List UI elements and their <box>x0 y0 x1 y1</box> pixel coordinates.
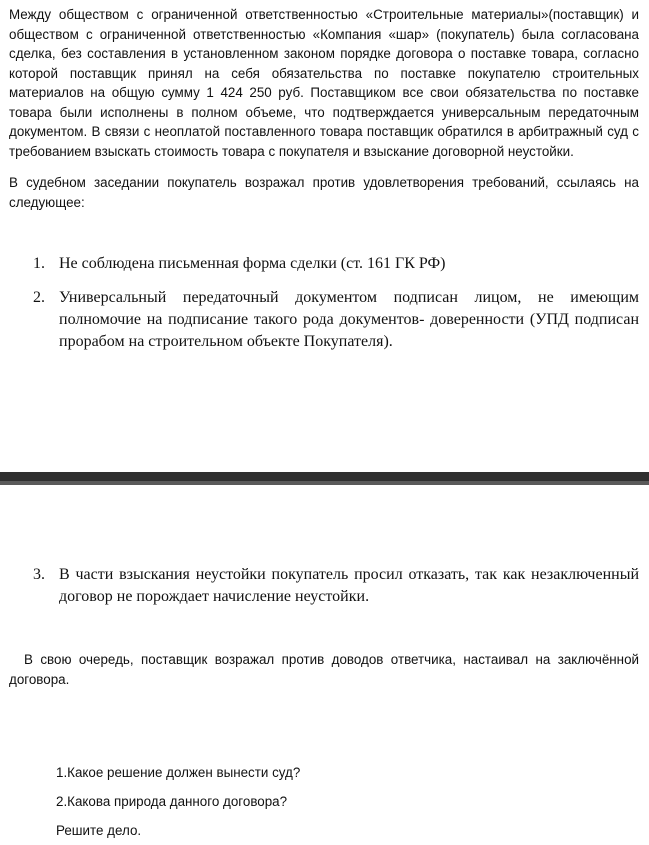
intro-paragraph: Между обществом с ограниченной ответственностью «Строительные материалы»(поставщик) и обществом с ограниченной ответственностью «Компания «шар» (покупатель) была согласована сделка, без составления в установленном законом порядке договора о поставке товара, согласно которой поставщик принял на себя обязательства по поставке покупателю строительных материалов на общую сумму 1 424 250 руб. Поставщиком все свои обязательства по поставке товара были исполнены в полном объеме, что подтверждается универсальным передаточным документом. В связи с неоплатой поставленного товара поставщик обратился в арбитражный суд с требованием взыскать стоимость товара с покупателя и взыскание договорной неустойки. <box>9 7 639 159</box>
question-1: 1.Какое решение должен вынести суд? <box>56 765 301 780</box>
list-text: В части взыскания неустойки покупатель просил отказать, так как незаключенный договор не порождает начисление неустойки. <box>59 566 639 605</box>
page-break-divider <box>0 472 649 485</box>
objection-item-1 <box>33 253 639 275</box>
objection-item-3 <box>33 564 639 608</box>
closing-instruction: Решите дело. <box>56 823 142 838</box>
list-text: Универсальный передаточный документом подписан лицом, не имеющим полномочие на подписание такого рода документов- доверенности (УПД подписан прорабом на строительном объекте Покупателя). <box>59 289 639 350</box>
question-2: 2.Какова природа данного договора? <box>56 794 288 809</box>
objection-item-2 <box>33 287 639 353</box>
objection-intro: В судебном заседании покупатель возражал против удовлетворения требований, ссылаясь на следующее: <box>9 175 639 210</box>
list-number: 1. <box>33 255 45 272</box>
list-text: Не соблюдена письменная форма сделки (ст. 161 ГК РФ) <box>59 255 446 272</box>
supplier-reply: В свою очередь, поставщик возражал против доводов ответчика, настаивал на заключённой договора. <box>9 652 639 687</box>
list-number: 2. <box>33 289 45 306</box>
page-break-shadow <box>0 481 649 485</box>
list-number: 3. <box>33 566 45 583</box>
